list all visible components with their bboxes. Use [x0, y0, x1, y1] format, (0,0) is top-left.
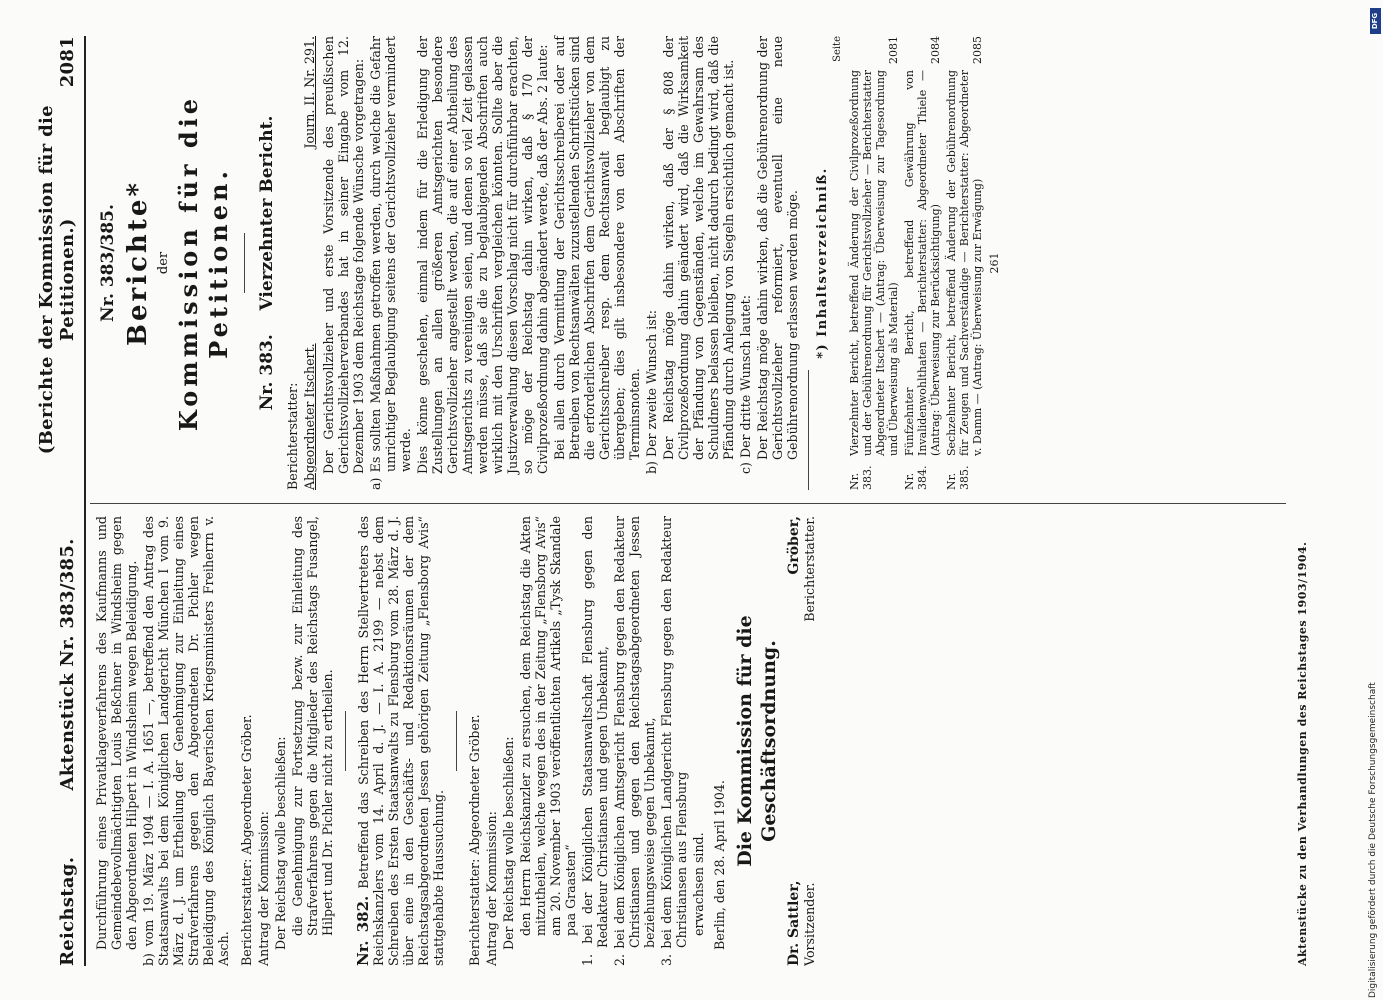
wish-c-label: c) Der dritte Wunsch lautet: [738, 295, 753, 474]
motion-intro-1: Der Reichstag wolle beschließen: [273, 736, 288, 950]
list-item-2: 2. bei dem Königlichen Amtsgericht Flensburg gegen den Redakteur Christiansen und gegen den Reichstagsabgeordneten Jessen beziehungsweise gegen Unbekannt, [612, 516, 657, 966]
sub-heading [255, 36, 279, 490]
nr382-text: Betreffend das Schreiben des Herrn Stellvertreters des Reichskanzlers vom 14. April d. J. — I. A. 2199 — nebst dem Schreiben des Ersten Staatsanwalts zu Flensburg vom 28. März d. J. über eine in den Geschäfts- und Redaktionsräumen der dem Reichstagsabgeordneten Jessen gehörigen Zeitung „Flensborg Avis“ stattgehabte Haussuchung. [356, 516, 446, 966]
toc-page: 2085 [971, 36, 984, 64]
rapporteur-2: Berichterstatter: Abgeordneter Gröber. [467, 714, 482, 966]
chairman-role: Vorsitzender. [802, 882, 817, 966]
page-number: 2081 [57, 35, 78, 88]
right-column [94, 36, 1002, 490]
running-header [38, 36, 78, 966]
kommission-title: Kommission für die Petitionen. [174, 94, 233, 432]
journal-ref: Journ. II. Nr. 291. [302, 36, 317, 149]
toc-nr: Nr. 384. [903, 465, 929, 490]
header-center: Aktenstück Nr. 383/385. [57, 538, 78, 791]
wish-a-paragraph: Dies könne geschehen, einmal indem für die Erledigung der Zustellungen an allen größeren Amtsgerichten besondere Gerichtsvollzieher angestellt werden, die auf einer Abtheilung des Amtsgerichts zu vereinigen seien, und denen so viel Zeit gelassen werden müsse, daß sie die zu beglaubigenden Abschriften auch wirklich mit den Urschriften vergleichen könnten. Sollte aber die Justizverwaltung diesen Vorschlag nicht für durchführbar erachten, so möge der Reichstag dahin wirken, daß § 170 der Civilprozeßordnung dahin abgeändert werde, daß der Abs. 2 laute: [415, 36, 550, 474]
signature-right [787, 516, 817, 622]
toc-text: Sechzehnter Bericht, betreffend Änderung der Gebührenordnung für Zeugen und Sachverständige — Berichterstatter: Abgeordneter v. Damm — (Antrag: Überweisung zur Erwägung) [945, 70, 984, 456]
toc-page: 2084 [929, 36, 942, 64]
footnote-rule [808, 370, 809, 490]
digitization-note: Digitalisierung gefördert durch die Deutsche Forschungsgemeinschaft [1368, 682, 1378, 998]
sub-nr: Nr. 383. [257, 334, 277, 411]
toc-entry-1 [848, 36, 900, 490]
rotated-document-page [38, 36, 1320, 966]
toc-nr: Nr. 383. [848, 465, 874, 490]
left-p1: Durchführung eines Privatklageverfahrens des Kaufmanns und Gemeindebevollmächtigten Louis Beßchner in Windsheim gegen den Abgeordneten Hilpert in Windsheim wegen Beleidigung. [94, 516, 139, 950]
rapporteur-name-r: Abgeordneter Itschert. [302, 343, 317, 490]
motion-label-1: Antrag der Kommission: [256, 811, 271, 966]
rapporteur-name: Gröber, [786, 516, 802, 575]
toc-entry-2 [903, 36, 942, 490]
toc-text: Fünfzehnter Bericht, betreffend Gewährung von Invalidenwohlthaten — Berichterstatter: Abgeordneter Thiele — (Antrag: Überweisung zur Berücksichtigung) [903, 70, 942, 456]
report-nr-heading: Nr. 383/385. [98, 204, 118, 322]
toc-title: *) Inhaltsverzeichniß. [815, 167, 830, 359]
sub-title: Vierzehnter Bericht. [257, 115, 277, 311]
der-label: der [156, 251, 171, 275]
toc-bottom-number: 261 [988, 252, 1001, 274]
list-item-3: 3. bei dem Königlichen Landgericht Flensburg gegen den Redakteur Christiansen aus Flensburg [659, 516, 689, 966]
signature-row [787, 516, 817, 966]
motion-text-2: den Herrn Reichskanzler zu ersuchen, dem Reichstag die Akten mitzutheilen, welche wegen des in der Zeitung „Flensborg Avis“ am 20. November 1903 veröffentlichten Artikels „Tysk Skandale paa Graasten“ [518, 516, 578, 936]
quote-text: Bei allen durch Vermittlung der Gerichtsschreiberei oder auf Betreiben von Rechtsanwälten zuzustellenden Schriftstücken sind die erforderlichen Abschriften dem Gerichtsvollzieher von dem Gerichtsschreiber resp. dem Rechtsanwalt beglaubigt zu übergeben; dies gilt insbesondere von den Abschriften der Terminsnoten. [552, 36, 642, 460]
wish-b: Der Reichstag möge dahin wirken, daß der § 808 der Civilprozeßordnung dahin geändert wird, daß die Wirksamkeit der Pfändung von Gegenständen, welche im Gewahrsam des Schuldners belassen bleiben, nicht dadurch bedingt wird, daß die Pfändung durch Anlegung von Siegeln ersichtlich gemacht ist. [661, 36, 736, 460]
column-divider [90, 503, 1286, 504]
rapporteur-label-r: Berichterstatter: [285, 382, 300, 490]
signature-left [787, 880, 817, 966]
toc-text: Vierzehnter Bericht, betreffend Änderung der Civilprozeßordnung und der Gebührenordnung für Gerichtsvollzieher — Berichterstatter Abgeordneter Itschert — (Antrag: Überweisung zur Tagesordnung und Überweisung als Material) [848, 70, 900, 456]
toc-seite: Seite [832, 36, 843, 62]
separator-2 [456, 711, 457, 771]
separator-1 [345, 711, 346, 771]
berichte-title: Berichte* [123, 180, 153, 346]
list-item-1: 1. bei der Königlichen Staatsanwaltschaft Flensburg gegen den Redakteur Christiansen und gegen Unbekannt, [580, 516, 610, 966]
chairman-name: Dr. Sattler, [786, 880, 802, 966]
wish-a: a) Es sollten Maßnahmen getroffen werden, durch welche die Gefahr unrichtiger Beglaubigung seitens der Gerichtsvollzieher vermindert werde. [368, 36, 413, 490]
rapporteur-1: Berichterstatter: Abgeordneter Gröber. [239, 714, 254, 966]
nr382-label: Nr. 382. [354, 895, 372, 966]
dfg-logo [1370, 8, 1381, 34]
header-left: Reichstag. [57, 856, 78, 966]
intro-text: Der Gerichtsvollzieher und erste Vorsitzende des preußischen Gerichtsvollzieherverbandes hat in seiner Eingabe vom 12. Dezember 1903 dem Reichstage folgende Wünsche vorgetragen: [321, 36, 366, 474]
rapporteur-role: Berichterstatter. [802, 516, 817, 622]
toc-nr: Nr. 385. [945, 465, 971, 490]
separator-3 [244, 233, 245, 293]
wish-c: Der Reichstag möge dahin wirken, daß die Gebührenordnung der Gerichtsvollzieher reformiert, eventuell eine neue Gebührenordnung erlassen werden möge. [755, 36, 800, 460]
dfg-logo-text: DFG [1371, 12, 1380, 30]
motion-label-2: Antrag der Kommission: [484, 811, 499, 966]
toc-entry-3 [945, 36, 984, 490]
header-rule [84, 36, 86, 966]
date-line: Berlin, den 28. April 1904. [712, 780, 727, 950]
motion-intro-2: Der Reichstag wolle beschließen: [501, 736, 516, 950]
header-right-title: (Berichte der Kommission für die Petitionen.) [36, 105, 78, 455]
wish-b-label: b) Der zweite Wunsch ist: [644, 309, 659, 474]
motion-text-1: die Genehmigung zur Fortsetzung bezw. zur Einleitung des Strafverfahrens gegen die Mitglieder des Reichstags Fusangel, Hilpert und Dr. Pichler nicht zu ertheilen. [290, 516, 335, 936]
commission-heading: Die Kommission für die Geschäftsordnung. [734, 615, 780, 867]
rapporteur-row [302, 36, 317, 490]
list-end: erwachsen sind. [691, 832, 706, 936]
page-footer: Aktenstücke zu den Verhandlungen des Reichstages 1903/1904. [1296, 541, 1309, 966]
left-column [94, 516, 817, 966]
toc-page: 2081 [887, 36, 900, 64]
left-p2: b) vom 19. März 1904 — I. A. 1651 —, betreffend den Antrag des Staatsanwalts bei dem Königlichen Landgericht München I vom 9. März d. J. um Ertheilung der Genehmigung zur Einleitung eines Strafverfahrens gegen den Abgeordneten Dr. Pichler wegen Beleidigung des Königlich Bayerischen Kriegsministers Freiherrn v. Asch. [141, 516, 231, 966]
